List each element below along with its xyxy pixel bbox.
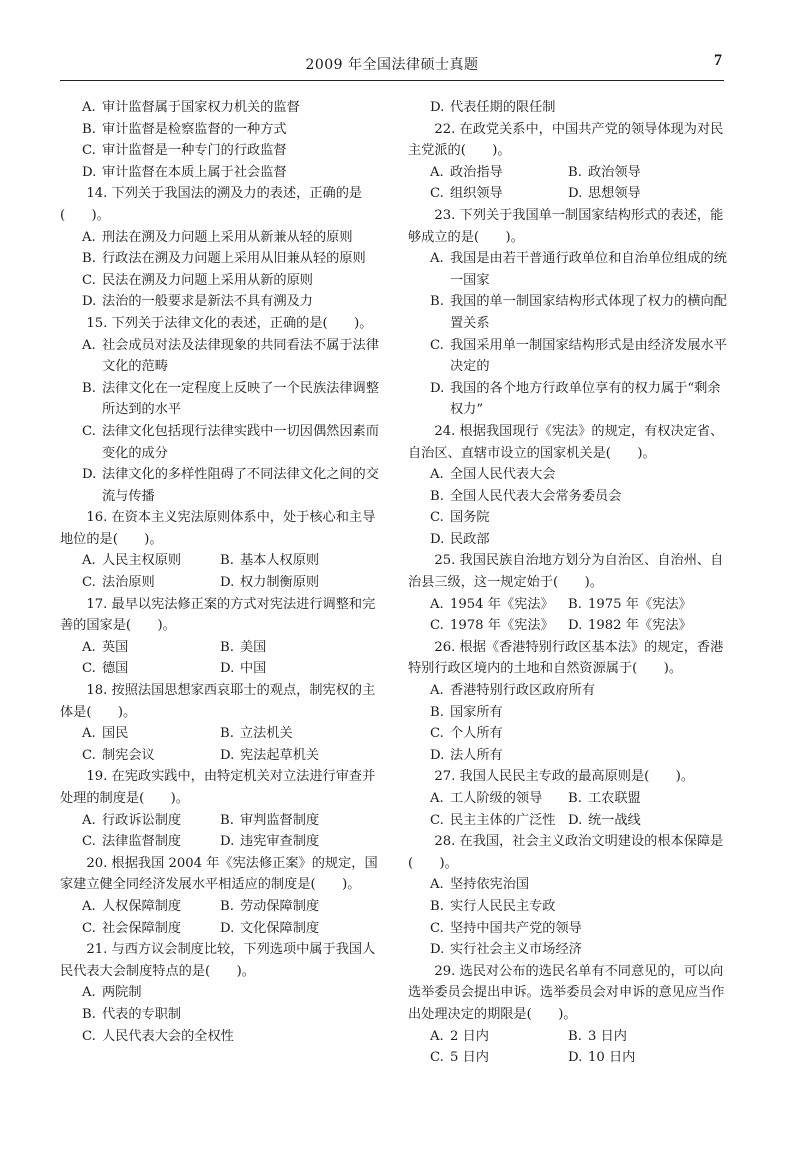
q20-option-b: B. 劳动保障制度 bbox=[220, 898, 320, 914]
q20-option-d: D. 文化保障制度 bbox=[220, 920, 320, 936]
q19-option-c: C. 法律监督制度 bbox=[82, 834, 182, 850]
q23-option-c: C. 我国采用单一制国家结构形式是由经济发展水平决定的 bbox=[430, 337, 727, 375]
question-19: 19. 在宪政实践中，由特定机关对立法进行审查并处理的制度是( )。 bbox=[60, 769, 376, 806]
question-26: 26. 根据《香港特别行政区基本法》的规定，香港特别行政区境内的土地和自然资源属于( )。 bbox=[408, 639, 724, 677]
q21-option-d: D. 代表任期的限任制 bbox=[430, 100, 556, 115]
question-21: 21. 与西方议会制度比较，下列选项中属于我国人民代表大会制度特点的是( )。 bbox=[60, 942, 376, 979]
q29-option-b: B. 3 日内 bbox=[568, 1028, 627, 1044]
question-18: 18. 按照法国思想家西哀耶士的观点，制宪权的主体是( )。 bbox=[60, 683, 376, 720]
question-20: 20. 根据我国 2004 年《宪法修正案》的规定，国家建立健全同经济发展水平相适应的制度是( )。 bbox=[60, 855, 378, 893]
q17-option-d: D. 中国 bbox=[220, 661, 267, 677]
left-column bbox=[60, 97, 380, 1047]
q19-option-d: D. 违宪审查制度 bbox=[220, 834, 320, 850]
q17-options-row-1 bbox=[60, 637, 380, 659]
q16-option-a: A. 人民主权原则 bbox=[82, 553, 182, 569]
q22-options-row-1 bbox=[408, 162, 728, 184]
q26-option-d: D. 法人所有 bbox=[430, 747, 503, 763]
q15-option-c: C. 法律文化包括现行法律实践中一切因偶然因素而变化的成分 bbox=[82, 423, 379, 461]
q28-option-c: C. 坚持中国共产党的领导 bbox=[430, 920, 582, 936]
q14-option-a: A. 刑法在溯及力问题上采用从新兼从轻的原则 bbox=[82, 229, 353, 245]
question-24: 24. 根据我国现行《宪法》的规定，有权决定省、自治区、直辖市设立的国家机关是( )。 bbox=[408, 423, 724, 461]
q22-options-row-2 bbox=[408, 183, 728, 205]
q26-option-c: C. 个人所有 bbox=[430, 726, 503, 742]
q23-option-a: A. 我国是由若干普通行政单位和自治单位组成的统一国家 bbox=[430, 251, 727, 288]
page-number: 7 bbox=[714, 52, 722, 69]
q17-options-row-2 bbox=[60, 658, 380, 680]
q18-option-c: C. 制宪会议 bbox=[82, 747, 155, 763]
q28-option-a: A. 坚持依宪治国 bbox=[430, 877, 530, 893]
q16-options-row-1 bbox=[60, 550, 380, 572]
q27-option-b: B. 工农联盟 bbox=[568, 791, 641, 806]
header-title: 2009 年全国法律硕士真题 bbox=[305, 57, 479, 73]
q29-option-a: A. 2 日内 bbox=[430, 1028, 489, 1044]
q22-option-b: B. 政治领导 bbox=[568, 164, 641, 180]
q18-options-row-2 bbox=[60, 745, 380, 767]
q17-option-c: C. 德国 bbox=[82, 661, 129, 677]
question-25: 25. 我国民族自治地方划分为自治区、自治州、自治县三级，这一规定始于( )。 bbox=[408, 553, 724, 591]
question-29: 29. 选民对公布的选民名单有不同意见的，可以向选举委员会提出申诉。选举委员会对申诉的意见应当作出处理决定的期限是( )。 bbox=[408, 963, 725, 1022]
q21-option-c: C. 人民代表大会的全权性 bbox=[82, 1028, 234, 1044]
q29-options-row-1 bbox=[408, 1026, 728, 1048]
q27-option-d: D. 统一战线 bbox=[568, 812, 641, 828]
q25-options-row-1 bbox=[408, 594, 728, 616]
page-header bbox=[60, 50, 724, 81]
q13-option-c: C. 审计监督是一种专门的行政监督 bbox=[82, 143, 287, 159]
q16-option-b: B. 基本人权原则 bbox=[220, 553, 320, 569]
q25-option-d: D. 1982 年《宪法》 bbox=[568, 618, 692, 634]
q19-options-row-1 bbox=[60, 810, 380, 832]
q16-option-d: D. 权力制衡原则 bbox=[220, 575, 320, 591]
q26-option-b: B. 国家所有 bbox=[430, 704, 503, 720]
q20-options-row-2 bbox=[60, 918, 380, 940]
q27-options-row-2 bbox=[408, 810, 728, 832]
q17-option-a: A. 英国 bbox=[82, 639, 129, 655]
q20-options-row-1 bbox=[60, 896, 380, 918]
q28-option-d: D. 实行社会主义市场经济 bbox=[430, 942, 582, 958]
q24-option-d: D. 民政部 bbox=[430, 531, 490, 547]
q18-options-row-1 bbox=[60, 723, 380, 745]
q27-option-a: A. 工人阶级的领导 bbox=[430, 791, 543, 806]
q15-option-b: B. 法律文化在一定程度上反映了一个民族法律调整所达到的水平 bbox=[82, 380, 379, 418]
q26-option-a: A. 香港特别行政区政府所有 bbox=[430, 683, 596, 699]
q19-options-row-2 bbox=[60, 831, 380, 853]
q24-option-c: C. 国务院 bbox=[430, 510, 490, 526]
question-14: 14. 下列关于我国法的溯及力的表述，正确的是( )。 bbox=[60, 186, 363, 223]
question-17: 17. 最早以宪法修正案的方式对宪法进行调整和完善的国家是( )。 bbox=[60, 596, 376, 634]
q15-option-d: D. 法律文化的多样性阻碍了不同法律文化之间的交流与传播 bbox=[82, 467, 379, 504]
q29-options-row-2 bbox=[408, 1047, 728, 1069]
q18-option-b: B. 立法机关 bbox=[220, 726, 293, 742]
q20-option-a: A. 人权保障制度 bbox=[82, 898, 182, 914]
q24-option-a: A. 全国人民代表大会 bbox=[430, 467, 556, 483]
question-15: 15. 下列关于法律文化的表述，正确的是( )。 bbox=[86, 315, 373, 331]
q25-options-row-2 bbox=[408, 615, 728, 637]
question-27: 27. 我国人民民主专政的最高原则是( )。 bbox=[434, 769, 695, 785]
q13-option-d: D. 审计监督在本质上属于社会监督 bbox=[82, 164, 287, 180]
q21-option-a: A. 两院制 bbox=[82, 985, 142, 1001]
right-column bbox=[408, 97, 728, 1069]
q18-option-a: A. 国民 bbox=[82, 726, 129, 742]
q22-option-d: D. 思想领导 bbox=[568, 186, 641, 202]
q25-option-a: A. 1954 年《宪法》 bbox=[430, 596, 554, 612]
q13-option-a: A. 审计监督属于国家权力机关的监督 bbox=[82, 100, 300, 115]
q29-option-d: D. 10 日内 bbox=[568, 1050, 636, 1066]
q29-option-c: C. 5 日内 bbox=[430, 1050, 489, 1066]
q19-option-a: A. 行政诉讼制度 bbox=[82, 812, 182, 828]
q19-option-b: B. 审判监督制度 bbox=[220, 812, 320, 828]
q23-option-b: B. 我国的单一制国家结构形式体现了权力的横向配置关系 bbox=[430, 294, 727, 331]
question-23: 23. 下列关于我国单一制国家结构形式的表述，能够成立的是( )。 bbox=[408, 207, 724, 245]
q16-options-row-2 bbox=[60, 572, 380, 594]
q22-option-c: C. 组织领导 bbox=[430, 186, 503, 202]
q14-option-c: C. 民法在溯及力问题上采用从新的原则 bbox=[82, 272, 313, 288]
q18-option-d: D. 宪法起草机关 bbox=[220, 747, 320, 763]
q27-options-row-1 bbox=[408, 788, 728, 810]
q16-option-c: C. 法治原则 bbox=[82, 575, 155, 591]
q22-option-a: A. 政治指导 bbox=[430, 164, 503, 180]
q15-option-a: A. 社会成员对法及法律现象的共同看法不属于法律文化的范畴 bbox=[82, 337, 379, 375]
question-22: 22. 在政党关系中，中国共产党的领导体现为对民主党派的( )。 bbox=[408, 121, 724, 159]
q14-option-d: D. 法治的一般要求是新法不具有溯及力 bbox=[82, 294, 313, 310]
q20-option-c: C. 社会保障制度 bbox=[82, 920, 182, 936]
q14-option-b: B. 行政法在溯及力问题上采用从旧兼从轻的原则 bbox=[82, 251, 366, 267]
q17-option-b: B. 美国 bbox=[220, 639, 267, 655]
q25-option-c: C. 1978 年《宪法》 bbox=[430, 618, 554, 634]
q28-option-b: B. 实行人民民主专政 bbox=[430, 898, 556, 914]
q23-option-d: D. 我国的各个地方行政单位享有的权力属于“剩余权力” bbox=[430, 380, 721, 418]
q13-option-b: B. 审计监督是检察监督的一种方式 bbox=[82, 121, 287, 137]
q25-option-b: B. 1975 年《宪法》 bbox=[568, 596, 692, 612]
q21-option-b: B. 代表的专职制 bbox=[82, 1006, 182, 1022]
question-28: 28. 在我国，社会主义政治文明建设的根本保障是( )。 bbox=[408, 834, 724, 871]
q27-option-c: C. 民主主体的广泛性 bbox=[430, 812, 556, 828]
q24-option-b: B. 全国人民代表大会常务委员会 bbox=[430, 488, 622, 504]
question-16: 16. 在资本主义宪法原则体系中，处于核心和主导地位的是( )。 bbox=[60, 510, 376, 547]
